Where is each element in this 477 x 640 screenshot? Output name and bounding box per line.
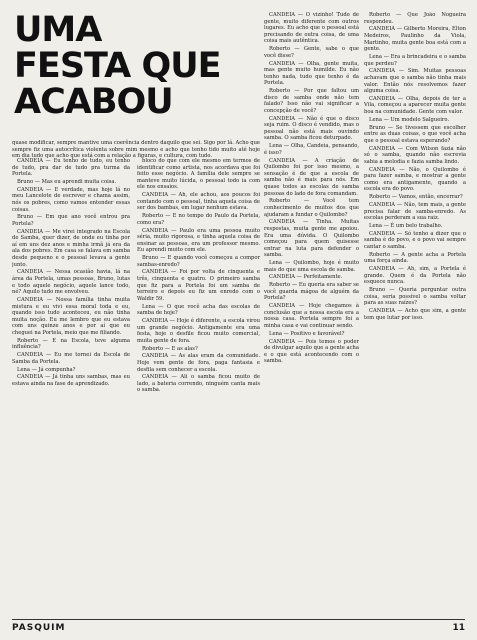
paragraph: Bruno — Queria perguntar outra coisa, seria possível o samba voltar para as suas raízes? — [364, 286, 466, 307]
paragraph: Lena — Era a brincadeira e o samba que perdeu? — [364, 53, 466, 67]
headline: UMA FESTA QUE ACABOU — [14, 10, 221, 122]
paragraph: CANDEIA — Eu tenho de tudo, eu tenho de tudo, pra dar de tudo pra turma da Portela. — [12, 158, 130, 178]
paragraph: Roberto — A gente acha a Portela uma força ainda. — [364, 251, 466, 265]
paragraph: Roberto — Gente, sabe o que você disse? — [264, 46, 359, 59]
paragraph: CANDEIA — Já tinha uns sambas, mas eu estava ainda na fase de aprendizado. — [12, 374, 130, 387]
paragraph: CANDEIA — Gilberto Moreira, Elton Medeiros, Paulinho da Viola, Martinho, muita gente boa está com a gente. — [364, 26, 466, 53]
paragraph: CANDEIA — Perfeitamente. — [269, 274, 343, 281]
paragraph: CANDEIA — Ah, ele achou, aos poucos foi contando com o pessoal, tinha aquela coisa de ser dos bambas, em lugar nenhum estava. — [137, 192, 260, 212]
paragraph: CANDEIA — Paulo era uma pessoa muito séria, muito rigorosa, e tinha aquela coisa de ensinar as pessoas, era um professor mesmo. Eu aprendi muito com ele. — [137, 227, 260, 254]
paragraph: CANDEIA — Nessa ocasião havia, lá na área da Portela, umas pessoas, Bruno, lutas e todo aquele negócio, aquele lance todo, né? Aquilo tudo me envolveu. — [12, 269, 130, 296]
paragraph: CANDEIA — Acho que sim, a gente tem que lutar por isso. — [364, 307, 466, 321]
paragraph: bloco do que com ele mesmo em termos de identificar como artista, nos acordava que foi feito esse negócio. A família dele sempre se manteve muito lúcida, o pessoal todo ia com ele nos ensaios. — [137, 158, 260, 191]
paragraph: CANDEIA — Olha, depois de ter a Vila, começou a aparecer muita gente boa na comunidade. Gente com valor. — [364, 95, 466, 116]
paragraph: CANDEIA — Com Wilson fazia não só o samba, quando não escrevia sabia a melodia e fazia samba lindo. — [364, 145, 466, 165]
paragraph: CANDEIA — Não é que o disco seja ruim. O disco é vendido, mas o pessoal não está mais ouvindo samba. O samba ficou deturpado. — [264, 115, 359, 142]
column-1 — [12, 158, 130, 606]
paragraph: CANDEIA — Só tenho a dizer que o samba é do povo, e o povo vai sempre cantar o samba. — [364, 230, 466, 250]
paragraph: CANDEIA — Tinha. Muitas respostas, muita gente me apoiou. Era uma dúvida. O Quilombo começou para quem quisesse entrar na luta para defender o samba. — [264, 219, 359, 259]
paragraph: Lena — Já compunha? — [17, 366, 76, 373]
page-number: 11 — [452, 623, 465, 633]
column-4 — [364, 12, 466, 616]
paragraph: CANDEIA — Não, o Quilombo é para fazer samba, e mostrar a gente como era antigamente, quando a escola era do povo. — [364, 166, 466, 193]
paragraph: Roberto — E as alas? — [142, 345, 198, 352]
paragraph: CANDEIA — Sim. Muitas pessoas achavam que o samba não tinha mais valor. Então nós resolvemos fazer alguma coisa. — [364, 68, 466, 95]
paragraph: Roberto — Você tem conhecimento de muitos dos que ajudaram a fundar o Quilombo? — [264, 198, 359, 218]
column-2 — [137, 158, 260, 606]
paragraph: CANDEIA — Eu me tornei da Escola de Samba da Portela. — [12, 352, 130, 365]
paragraph: Roberto — Eu queria era saber se você guarda mágoa de alguém da Portela? — [264, 282, 359, 302]
paragraph: Roberto — Que João Nogueira respondeu. — [364, 12, 466, 25]
paragraph: Bruno — Mas eu aprendi muita coisa. — [17, 178, 117, 185]
paragraph: Lena — Quilombo, hoje é muito mais do que uma escola de samba. — [264, 260, 359, 273]
paragraph: CANDEIA — E verdade, mas hoje lá no meu Lancelote de escrever e chama assim, nós os pobres, como vamos entender essas coisas. — [12, 186, 130, 213]
paragraph: CANDEIA — Hoje é diferente, a escola virou um grande negócio. Antigamente era uma festa, hoje o desfile ficou muito comercial, muita gente de fora. — [137, 317, 260, 344]
paragraph: CANDEIA — Nossa família tinha muita mistura e eu vivi essa moral toda e eu, quando isso tudo aconteceu, eu não tinha muita noção. Eu me lembro que eu estava com uns quinze anos e por aí que eu cheguei na Portela, meio que me filiando. — [12, 297, 130, 336]
paragraph: Roberto — Vamos, então, encerrar? — [369, 194, 463, 201]
paragraph: CANDEIA — Pois temos o poder de divulgar aquilo que a gente acha e o que está acontecendo com o samba. — [264, 338, 359, 365]
paragraph: Lena — Um modelo Salgueiro. — [369, 116, 450, 123]
paragraph: CANDEIA — Foi por volta de cinquenta e três, cinquenta e quatro. O primeiro samba que fiz para a Portela foi um samba de terreiro e depois eu fiz um enredo com o Waldir 59. — [137, 269, 260, 302]
paragraph: Roberto — E na Escola, teve alguma influência? — [12, 337, 130, 351]
publication-name: PASQUIM — [12, 623, 66, 633]
paragraph: CANDEIA — Ali o samba ficou muito de lado, a bateria correndo, ninguém canta mais o samba. — [137, 374, 260, 394]
paragraph: Lena — O que você acha das escolas de samba de hoje? — [137, 303, 260, 317]
paragraph: CANDEIA — Não, tem mais, a gente precisa falar de samba-enredo. As escolas perderam a sua raiz. — [364, 201, 466, 222]
footer-rule — [12, 619, 465, 620]
paragraph: CANDEIA — Olha, gente muita, mas gente muito humilde. Eu não tenho nada, tudo que tenho é da Portela. — [264, 60, 359, 87]
paragraph: Bruno — Em que ano você entrou pra Portela? — [12, 214, 130, 227]
column-3 — [264, 12, 359, 616]
paragraph: Roberto — E no tempo do Paulo da Portela, como era? — [137, 213, 260, 226]
paragraph: Bruno — E quando você começou a compor sambas-enredo? — [137, 255, 260, 268]
paragraph: Bruno — Se tivessem que escolher entre as duas coisas, o que você acha que o pessoal estava esperando? — [364, 124, 466, 144]
intro-paragraph: quase modificar, sempre mantive uma coerência dentro daquilo que sei. Sigo por lá. Acho que sempre fiz uma autocrítica violenta sobre mim mesmo e acho que tenho tido muito até hoje em dia tudo que acho que está com a relação a figuras, e cultura, com tudo. — [12, 140, 260, 160]
paragraph: CANDEIA — Hoje chegamos à conclusão que a nossa escola era a nossa casa. Portela sempre foi a minha casa e vai continuar sendo. — [264, 303, 359, 329]
paragraph: CANDEIA — O vizinho! Tudo de gente, muito diferente com outros lugares. Eu acho que o pessoal está precisando de outra coisa, de uma coisa mais autêntica. — [264, 12, 359, 45]
paragraph: CANDEIA — A criação de Quilombo foi por isso mesmo, a sensação é de que a escola de samba não é mais para nós. Em quase todos as escolas de samba pessoas do lado de fora comandam. — [264, 157, 359, 197]
paragraph: Lena — Positivo e favorável? — [269, 330, 345, 337]
paragraph: Lena — Olha, Candeia, pensando, é isso? — [264, 143, 359, 156]
paragraph: CANDEIA — As alas eram da comunidade. Hoje vem gente de fora, paga fantasia e desfila sem conhecer a escola. — [137, 353, 260, 373]
paragraph: CANDEIA — Me virei integrado na Escola de Samba, quer dizer, de onde eu tinha por aí em uns dez anos e minha irmã já era da ala dos pobres. Em casa se falava em samba desde pequeno e o pessoal levava a gente junto. — [12, 228, 130, 268]
paragraph: Roberto — Por que faltou um disco de samba onde não tem falado? Isso não vai significar a concepção de você? — [264, 88, 359, 114]
paragraph: Lena — É um belo trabalho. — [369, 222, 443, 229]
paragraph: CANDEIA — Ah, sim, a Portela é grande. Quem é da Portela não esquece nunca. — [364, 266, 466, 286]
